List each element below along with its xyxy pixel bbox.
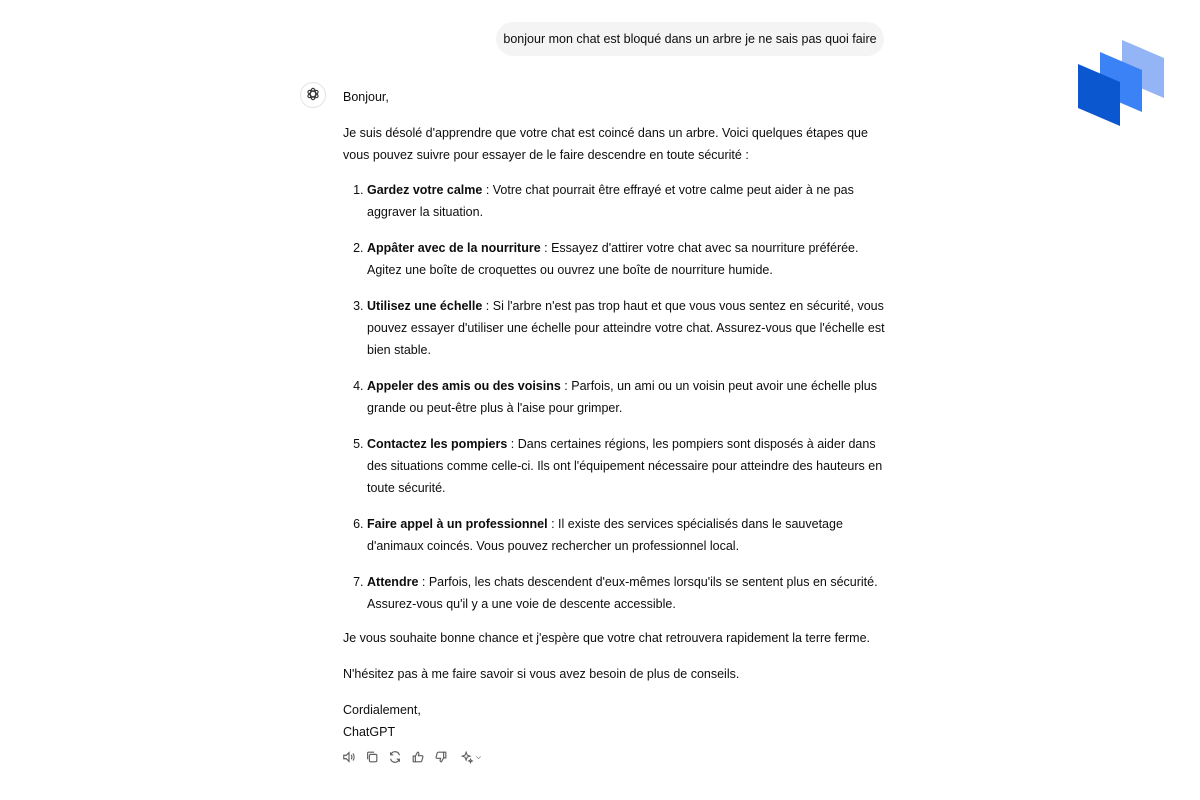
step-text: : Si l'arbre n'est pas trop haut et que vous vous sentez en sécurité, vous pouvez essayer d'utiliser une échelle pour atteindre votre chat. Assurez-vous que l'échelle est bien stable. bbox=[367, 299, 885, 357]
list-item bbox=[367, 295, 888, 361]
step-title: Contactez les pompiers bbox=[367, 437, 508, 451]
signoff: Cordialement, bbox=[343, 703, 421, 717]
step-text: : Il existe des services spécialisés dans le sauvetage d'animaux coincés. Vous pouvez rechercher un professionnel local. bbox=[367, 517, 843, 553]
signature: ChatGPT bbox=[343, 725, 396, 739]
step-title: Gardez votre calme bbox=[367, 183, 483, 197]
greeting: Bonjour, bbox=[343, 90, 389, 104]
followup-paragraph: N'hésitez pas à me faire savoir si vous avez besoin de plus de conseils. bbox=[343, 667, 740, 681]
list-item bbox=[367, 237, 888, 281]
step-text: : Parfois, les chats descendent d'eux-mêmes lorsqu'ils se sentent plus en sécurité. Assurez-vous qu'il y a une voie de descente accessible. bbox=[367, 575, 878, 611]
step-text: : Parfois, un ami ou un voisin peut avoir une échelle plus grande ou peut-être plus à l'aise pour grimper. bbox=[367, 379, 877, 415]
list-item bbox=[367, 571, 888, 615]
brand-logo bbox=[1076, 34, 1166, 128]
list-item bbox=[367, 433, 888, 499]
thumbs-down-icon bbox=[434, 750, 448, 764]
list-item bbox=[367, 375, 888, 419]
steps-list bbox=[343, 179, 888, 615]
chatgpt-avatar bbox=[300, 82, 326, 108]
list-item bbox=[367, 513, 888, 557]
step-text: : Essayez d'attirer votre chat avec sa nourriture préférée. Agitez une boîte de croquettes ou ouvrez une boîte de nourriture humide. bbox=[367, 241, 859, 277]
step-title: Utilisez une échelle bbox=[367, 299, 483, 313]
read-aloud-icon bbox=[342, 750, 356, 764]
step-title: Appâter avec de la nourriture bbox=[367, 241, 541, 255]
thumbs-up-icon bbox=[411, 750, 425, 764]
sparkle-model-icon bbox=[460, 750, 474, 764]
message-actions bbox=[341, 749, 486, 765]
step-text: : Dans certaines régions, les pompiers sont disposés à aider dans des situations comme celle-ci. Ils ont l'équipement nécessaire pour atteindre des hauteurs en toute sécurité. bbox=[367, 437, 883, 495]
step-title: Attendre bbox=[367, 575, 419, 589]
regenerate-button[interactable] bbox=[387, 749, 403, 765]
regenerate-icon bbox=[388, 750, 402, 764]
copy-button[interactable] bbox=[364, 749, 380, 765]
chevron-down-icon bbox=[474, 753, 483, 762]
step-title: Appeler des amis ou des voisins bbox=[367, 379, 561, 393]
model-switch-button[interactable] bbox=[456, 749, 486, 765]
read-aloud-button[interactable] bbox=[341, 749, 357, 765]
openai-logo-icon bbox=[305, 86, 321, 105]
list-item bbox=[367, 179, 888, 223]
assistant-message bbox=[343, 86, 888, 743]
user-message-text: bonjour mon chat est bloqué dans un arbre je ne sais pas quoi faire bbox=[503, 32, 877, 46]
step-title: Faire appel à un professionnel bbox=[367, 517, 548, 531]
intro-paragraph: Je suis désolé d'apprendre que votre chat est coincé dans un arbre. Voici quelques étapes que vous pouvez suivre pour essayer de le faire descendre en toute sécurité : bbox=[343, 126, 868, 162]
closing-paragraph: Je vous souhaite bonne chance et j'espère que votre chat retrouvera rapidement la terre ferme. bbox=[343, 631, 870, 645]
step-text: : Votre chat pourrait être effrayé et votre calme peut aider à ne pas aggraver la situation. bbox=[367, 183, 854, 219]
copy-icon bbox=[365, 750, 379, 764]
user-message-bubble bbox=[496, 22, 884, 56]
thumbs-down-button[interactable] bbox=[433, 749, 449, 765]
thumbs-up-button[interactable] bbox=[410, 749, 426, 765]
